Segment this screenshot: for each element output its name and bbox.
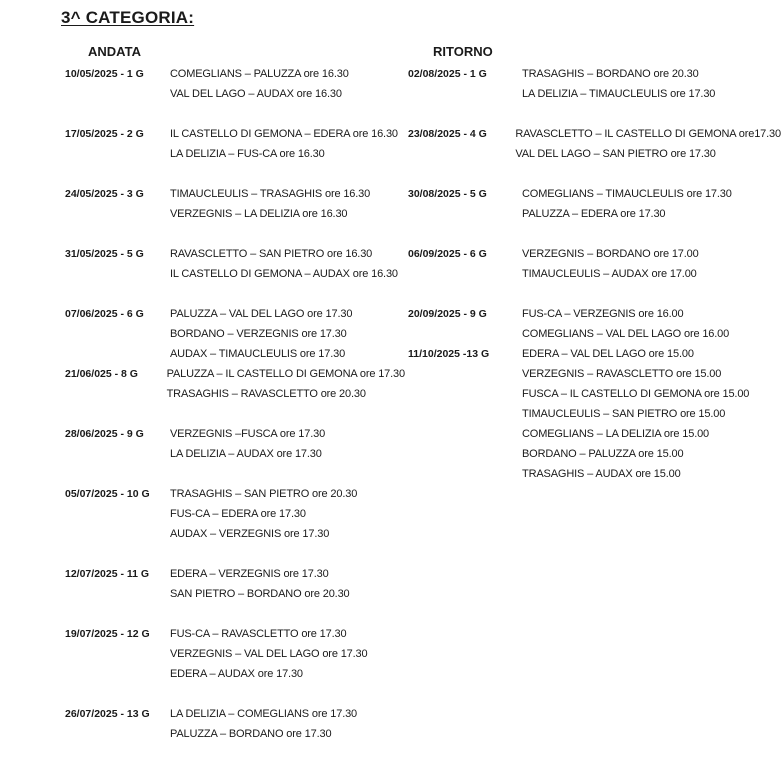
match-list: [522, 244, 699, 284]
match-item: FUS-CA – EDERA ore 17.30: [170, 508, 306, 520]
match-item: VAL DEL LAGO – SAN PIETRO ore 17.30: [515, 148, 716, 160]
round-date: 24/05/2025 - 3 G: [65, 188, 144, 200]
round-date: 05/07/2025 - 10 G: [65, 488, 150, 500]
match-item: COMEGLIANS – TIMAUCLEULIS ore 17.30: [522, 188, 732, 200]
ritorno-schedule: [408, 64, 781, 484]
round-date: 26/07/2025 - 13 G: [65, 708, 150, 720]
round-row: [65, 184, 405, 224]
match-item: LA DELIZIA – FUS-CA ore 16.30: [170, 148, 325, 160]
match-item: VERZEGNIS – LA DELIZIA ore 16.30: [170, 208, 348, 220]
round-row: [65, 424, 405, 464]
match-list: [170, 244, 398, 284]
round-date: 23/08/2025 - 4 G: [408, 128, 487, 140]
match-list: [522, 304, 729, 344]
match-list: [170, 184, 370, 224]
andata-schedule: [65, 64, 405, 744]
match-item: LA DELIZIA – AUDAX ore 17.30: [170, 448, 322, 460]
round-date: 07/06/2025 - 6 G: [65, 308, 144, 320]
match-item: FUS-CA – RAVASCLETTO ore 17.30: [170, 628, 347, 640]
match-item: RAVASCLETTO – IL CASTELLO DI GEMONA ore17.30: [515, 128, 781, 140]
andata-header: ANDATA: [88, 44, 141, 59]
match-item: BORDANO – PALUZZA ore 15.00: [522, 448, 684, 460]
round-date: 21/06/025 - 8 G: [65, 368, 138, 380]
round-date: 11/10/2025 -13 G: [408, 348, 490, 360]
round-row: [65, 484, 405, 544]
round-row: [408, 64, 781, 104]
round-date: 30/08/2025 - 5 G: [408, 188, 487, 200]
round-date: 10/05/2025 - 1 G: [65, 68, 144, 80]
match-list: [170, 704, 357, 744]
match-item: VERZEGNIS – VAL DEL LAGO ore 17.30: [170, 648, 368, 660]
match-item: TRASAGHIS – AUDAX ore 15.00: [522, 468, 681, 480]
round-row: [65, 64, 405, 104]
round-date: 12/07/2025 - 11 G: [65, 568, 150, 580]
match-item: AUDAX – VERZEGNIS ore 17.30: [170, 528, 330, 540]
round-date: 02/08/2025 - 1 G: [408, 68, 487, 80]
match-item: TIMAUCLEULIS – TRASAGHIS ore 16.30: [170, 188, 371, 200]
ritorno-header: RITORNO: [433, 44, 493, 59]
match-item: FUS-CA – VERZEGNIS ore 16.00: [522, 308, 684, 320]
match-list: [170, 424, 325, 464]
round-row: [65, 624, 405, 684]
match-item: SAN PIETRO – BORDANO ore 20.30: [170, 588, 350, 600]
match-item: COMEGLIANS – LA DELIZIA ore 15.00: [522, 428, 710, 440]
match-list: [170, 564, 350, 604]
match-list: [515, 124, 781, 164]
match-item: EDERA – AUDAX ore 17.30: [170, 668, 303, 680]
match-item: RAVASCLETTO – SAN PIETRO ore 16.30: [170, 248, 373, 260]
round-date: 17/05/2025 - 2 G: [65, 128, 144, 140]
match-item: PALUZZA – EDERA ore 17.30: [522, 208, 666, 220]
match-item: PALUZZA – VAL DEL LAGO ore 17.30: [170, 308, 353, 320]
round-row: [408, 124, 781, 164]
match-list: [170, 484, 357, 544]
match-list: [170, 624, 367, 684]
match-item: TIMAUCLEULIS – SAN PIETRO ore 15.00: [522, 408, 726, 420]
match-list: [522, 344, 749, 484]
match-item: TIMAUCLEULIS – AUDAX ore 17.00: [522, 268, 697, 280]
match-item: FUSCA – IL CASTELLO DI GEMONA ore 15.00: [522, 388, 750, 400]
match-item: TRASAGHIS – BORDANO ore 20.30: [522, 68, 699, 80]
match-item: TRASAGHIS – SAN PIETRO ore 20.30: [170, 488, 358, 500]
match-item: VERZEGNIS –FUSCA ore 17.30: [170, 428, 326, 440]
round-row: [65, 304, 405, 364]
match-list: [167, 364, 405, 404]
match-item: TRASAGHIS – RAVASCLETTO ore 20.30: [166, 388, 366, 400]
match-item: IL CASTELLO DI GEMONA – AUDAX ore 16.30: [170, 268, 398, 280]
round-row: [65, 124, 405, 164]
match-item: PALUZZA – BORDANO ore 17.30: [170, 728, 332, 740]
round-date: 28/06/2025 - 9 G: [65, 428, 144, 440]
round-row: [408, 244, 781, 284]
match-item: LA DELIZIA – COMEGLIANS ore 17.30: [170, 708, 358, 720]
round-date: 31/05/2025 - 5 G: [65, 248, 144, 260]
round-row: [408, 304, 781, 344]
match-list: [522, 64, 715, 104]
round-date: 06/09/2025 - 6 G: [408, 248, 487, 260]
match-list: [170, 304, 352, 364]
match-item: PALUZZA – IL CASTELLO DI GEMONA ore 17.30: [166, 368, 405, 380]
match-item: VERZEGNIS – BORDANO ore 17.00: [522, 248, 699, 260]
page-title: 3^ CATEGORIA:: [61, 8, 195, 27]
round-row: [65, 564, 405, 604]
match-list: [170, 124, 398, 164]
match-item: LA DELIZIA – TIMAUCLEULIS ore 17.30: [522, 88, 716, 100]
round-row: [65, 704, 405, 744]
match-item: VERZEGNIS – RAVASCLETTO ore 15.00: [522, 368, 722, 380]
match-item: IL CASTELLO DI GEMONA – EDERA ore 16.30: [170, 128, 398, 140]
match-list: [522, 184, 732, 224]
match-item: VAL DEL LAGO – AUDAX ore 16.30: [170, 88, 342, 100]
match-item: EDERA – VAL DEL LAGO ore 15.00: [522, 348, 694, 360]
match-list: [170, 64, 349, 104]
round-date: 20/09/2025 - 9 G: [408, 308, 487, 320]
match-item: COMEGLIANS – VAL DEL LAGO ore 16.00: [522, 328, 730, 340]
match-item: BORDANO – VERZEGNIS ore 17.30: [170, 328, 347, 340]
round-row: [408, 184, 781, 224]
round-date: 19/07/2025 - 12 G: [65, 628, 150, 640]
match-item: EDERA – VERZEGNIS ore 17.30: [170, 568, 329, 580]
round-row: [65, 364, 405, 404]
round-row: [65, 244, 405, 284]
round-row: [408, 344, 781, 484]
match-item: AUDAX – TIMAUCLEULIS ore 17.30: [170, 348, 346, 360]
match-item: COMEGLIANS – PALUZZA ore 16.30: [170, 68, 349, 80]
